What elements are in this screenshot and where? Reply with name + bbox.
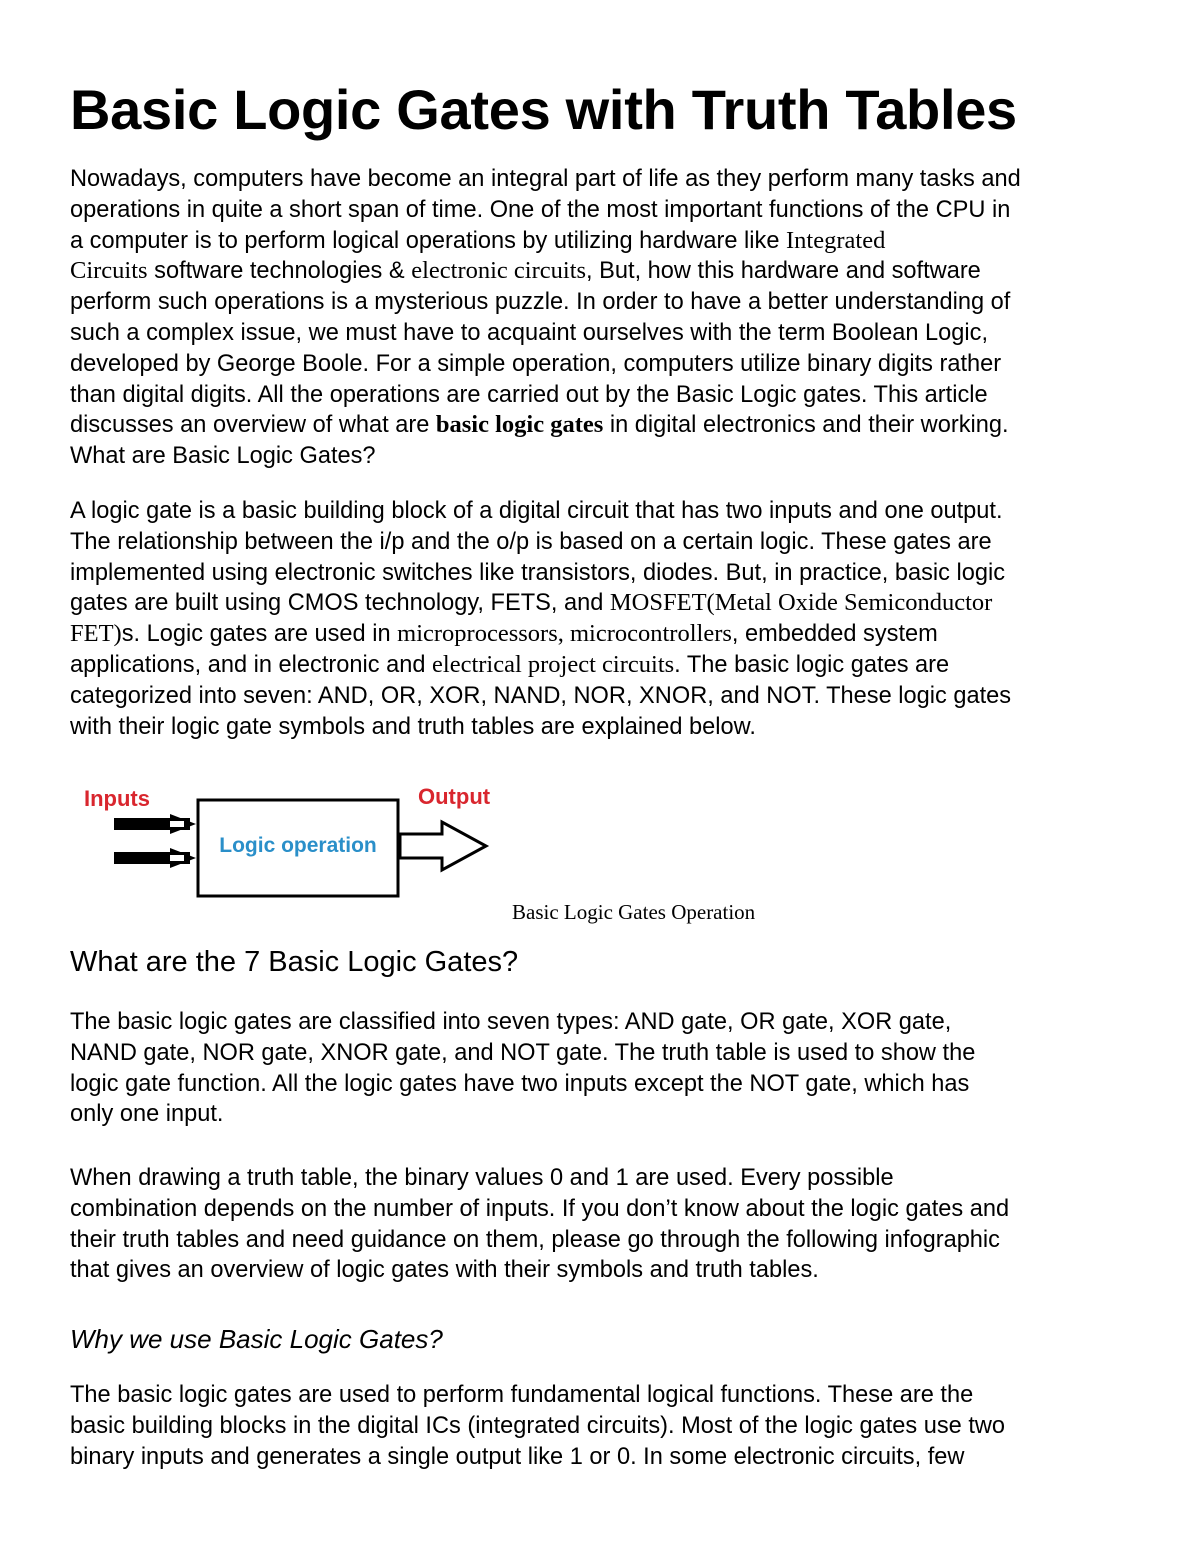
text-line: NAND gate, NOR gate, XNOR gate, and NOT gate. The truth table is used to show the: [70, 1039, 976, 1066]
intro-paragraph: [70, 164, 1130, 472]
text-line: that gives an overview of logic gates with their symbols and truth tables.: [70, 1257, 819, 1284]
text-line: operations in quite a short span of time. One of the most important functions of the CPU in: [70, 196, 1011, 223]
text-line: A logic gate is a basic building block of a digital circuit that has two inputs and one output.: [70, 498, 1003, 524]
text-line: a computer is to perform logical operations by utilizing hardware like Integrated: [70, 226, 886, 254]
section1-paragraph-2: [70, 1163, 1130, 1286]
section1-paragraph-1: [70, 1007, 1130, 1130]
text-line: Nowadays, computers have become an integral part of life as they perform many tasks and: [70, 166, 1021, 192]
text-line: than digital digits. All the operations are carried out by the Basic Logic gates. This article: [70, 381, 988, 408]
link-electronic-circuits[interactable]: electronic circuits: [411, 257, 587, 285]
text-line: Circuits software technologies & electronic circuits, But, how this hardware and software: [70, 257, 981, 285]
text-line: gates are built using CMOS technology, FETS, and MOSFET(Metal Oxide Semiconductor: [70, 589, 993, 617]
link-integrated-circuits[interactable]: Integrated: [786, 226, 886, 254]
text-line: The basic logic gates are classified into seven types: AND gate, OR gate, XOR gate,: [70, 1009, 952, 1035]
link-mosfet-cont[interactable]: FET): [70, 620, 122, 648]
section2-paragraph-1: [70, 1380, 1130, 1472]
logic-operation-diagram: [70, 770, 510, 920]
text-line: binary inputs and generates a single output like 1 or 0. In some electronic circuits, few: [70, 1443, 965, 1470]
text-line: only one input.: [70, 1101, 224, 1128]
text-line: perform such operations is a mysterious puzzle. In order to have a better understanding of: [70, 289, 1011, 316]
input-arrow: [114, 848, 196, 868]
section-heading-7-gates: What are the 7 Basic Logic Gates?: [70, 946, 519, 978]
figure-caption: Basic Logic Gates Operation: [512, 900, 756, 924]
text-line: such a complex issue, we must have to acquaint ourselves with the term Boolean Logic,: [70, 319, 989, 346]
logic-operation-label: Logic operation: [219, 834, 377, 857]
text-line: The relationship between the i/p and the o/p is based on a certain logic. These gates are: [70, 528, 992, 555]
text-line: applications, and in electronic and electrical project circuits. The basic logic gates are: [70, 650, 950, 678]
text-line: their truth tables and need guidance on them, please go through the following infographic: [70, 1226, 1000, 1253]
text-line: What are Basic Logic Gates?: [70, 443, 376, 470]
text-line: logic gate function. All the logic gates have two inputs except the NOT gate, which has: [70, 1070, 970, 1097]
text-line: categorized into seven: AND, OR, XOR, NAND, NOR, XNOR, and NOT. These logic gates: [70, 682, 1012, 709]
inputs-label: Inputs: [84, 786, 150, 811]
text-line: The basic logic gates are used to perform fundamental logical functions. These are the: [70, 1382, 974, 1408]
text-line: basic building blocks in the digital ICs (integrated circuits). Most of the logic gates use two: [70, 1412, 1006, 1439]
input-arrow: [114, 814, 196, 834]
link-microprocessors[interactable]: microprocessors, microcontrollers: [397, 620, 732, 648]
logic-gate-paragraph: [70, 496, 1130, 742]
section-heading-why: Why we use Basic Logic Gates?: [70, 1324, 443, 1354]
output-arrow: [400, 822, 486, 870]
page-title: Basic Logic Gates with Truth Tables: [70, 78, 1017, 141]
link-basic-logic-gates[interactable]: basic logic gates: [435, 411, 604, 439]
text-line: When drawing a truth table, the binary values 0 and 1 are used. Every possible: [70, 1165, 894, 1191]
text-line: with their logic gate symbols and truth tables are explained below.: [70, 713, 756, 740]
text-line: combination depends on the number of inputs. If you don’t know about the logic gates and: [70, 1195, 1010, 1222]
link-electrical-project-circuits[interactable]: electrical project circuits: [432, 650, 675, 678]
text-line: discusses an overview of what are basic logic gates in digital electronics and their working.: [70, 411, 1009, 439]
text-line: FET)s. Logic gates are used in microprocessors, microcontrollers, embedded system: [70, 620, 938, 648]
text-line: developed by George Boole. For a simple operation, computers utilize binary digits rather: [70, 350, 1002, 377]
link-integrated-circuits-cont[interactable]: Circuits: [70, 257, 148, 285]
output-label: Output: [418, 784, 491, 809]
link-mosfet[interactable]: MOSFET(Metal Oxide Semiconductor: [609, 589, 993, 617]
text-line: implemented using electronic switches like transistors, diodes. But, in practice, basic logic: [70, 559, 1005, 586]
